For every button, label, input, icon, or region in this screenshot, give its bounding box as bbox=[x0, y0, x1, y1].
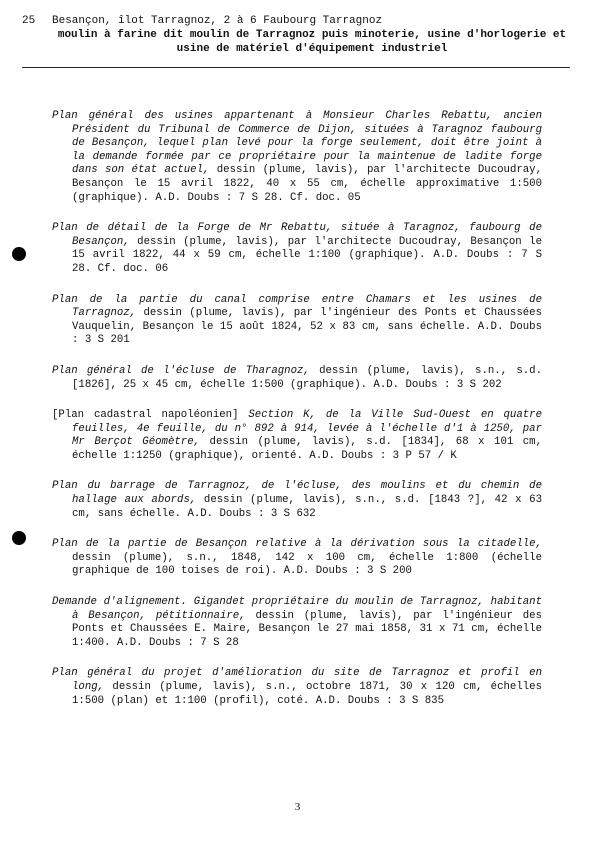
header-subtitle: moulin à farine dit moulin de Tarragnoz puis minoterie, usine d'horlogerie et usine de matériel d'équipement industriel bbox=[57, 29, 567, 55]
entry-details: dessin (plume, lavis), s.n., octobre 1871, 30 x 120 cm, échelles 1:500 (plan) et 1:100 (profil), coté. A.D. Doubs : 3 S 835 bbox=[72, 681, 542, 707]
margin-bullet bbox=[12, 531, 26, 545]
entry-title: Plan général de l'écluse de Tharagnoz, bbox=[52, 364, 310, 377]
entry-title: Demande d'alignement. Gigandet propriétaire du moulin de Tarragnoz, habitant à Besançon, pétitionnaire, bbox=[52, 596, 542, 622]
entry-title: Plan de la partie de Besançon relative à la dérivation sous la citadelle, bbox=[52, 538, 542, 551]
list-item bbox=[52, 222, 542, 276]
entry-details: dessin (plume, lavis), par l'architecte Ducoudray, Besançon le 15 avril 1822, 44 x 59 cm, échelle 1:100 (graphique). A.D. Doubs : 7 S 28. Cf. doc. 06 bbox=[72, 235, 542, 275]
list-item bbox=[52, 538, 542, 579]
list-item bbox=[52, 480, 542, 521]
entry-details: dessin (plume, lavis), s.n., s.d. [1843 ?], 42 x 63 cm, sans échelle. A.D. Doubs : 3 S 632 bbox=[72, 494, 542, 520]
entry-prefix: [Plan cadastral napoléonien] bbox=[52, 409, 249, 422]
list-item bbox=[52, 110, 542, 205]
list-item bbox=[52, 596, 542, 650]
header-place: Besançon, îlot Tarragnoz, 2 à 6 Faubourg Tarragnoz bbox=[52, 15, 383, 27]
entry-title: Section K, de la Ville Sud-Ouest en quatre feuilles, 4e feuille, du n° 892 à 914, levée à l'échelle d'1 à 1250, par Mr Berçot Géomètre, bbox=[72, 409, 542, 449]
page-header bbox=[22, 14, 572, 56]
header-rule bbox=[22, 67, 570, 68]
header-line bbox=[22, 14, 572, 28]
entry-title: Plan de la partie du canal comprise entre Chamars et les usines de Tarragnoz, bbox=[52, 293, 542, 320]
list-item bbox=[52, 409, 542, 463]
entry-title: Plan de détail de la Forge de Mr Rebattu, située à Taragnoz, faubourg de Besançon, bbox=[52, 222, 542, 248]
page-number: 3 bbox=[294, 801, 301, 813]
entry-details: dessin (plume), s.n., 1848, 142 x 100 cm, échelle 1:800 (échelle graphique de 100 toises de roi). A.D. Doubs : 3 S 200 bbox=[72, 551, 542, 578]
document-list bbox=[52, 110, 542, 725]
notice-number: 25 bbox=[22, 15, 36, 27]
list-item bbox=[52, 667, 542, 708]
list-item bbox=[52, 294, 542, 348]
margin-bullet bbox=[12, 247, 26, 261]
entry-details: dessin (plume, lavis), s.d. [1834], 68 x 101 cm, échelle 1:1250 (graphique), orienté. A.D. Doubs : 3 P 57 / K bbox=[72, 436, 543, 462]
entry-title: Plan général du projet d'amélioration du site de Tarragnoz et profil en long, bbox=[52, 667, 542, 693]
entry-details: dessin (plume, lavis), par l'ingénieur des Ponts et Chaussées E. Maire, Besançon le 27 mai 1858, 31 x 71 cm, échelle 1:400. A.D. Doubs : 7 S 28 bbox=[72, 609, 542, 649]
entry-title: Plan général des usines appartenant à Monsieur Charles Rebattu, ancien Président du Tribunal de Commerce de Dijon, situées à Taragnoz faubourg de Besançon, lequel plan levé pour la forge seulement, doit être joint à la demande formée par ce propriétaire pour la maintenue de ladite forge dans son état actuel, bbox=[52, 110, 542, 177]
list-item bbox=[52, 365, 542, 392]
entry-title: Plan du barrage de Tarragnoz, de l'écluse, des moulins et du chemin de hallage aux abords, bbox=[52, 480, 542, 507]
entry-details: dessin (plume, lavis), s.n., s.d. [1826], 25 x 45 cm, échelle 1:500 (graphique). A.D. Doubs : 3 S 202 bbox=[72, 364, 542, 391]
entry-details: dessin (plume, lavis), par l'architecte Ducoudray, Besançon le 15 avril 1822, 40 x 55 cm, échelle approximative 1:500 (graphique). A.D. Doubs : 7 S 28. Cf. doc. 05 bbox=[72, 164, 543, 204]
entry-details: dessin (plume, lavis), par l'ingénieur des Ponts et Chaussées Vauquelin, Besançon le 15 août 1824, 52 x 83 cm, sans échelle. A.D. Doubs : 3 S 201 bbox=[72, 307, 542, 347]
